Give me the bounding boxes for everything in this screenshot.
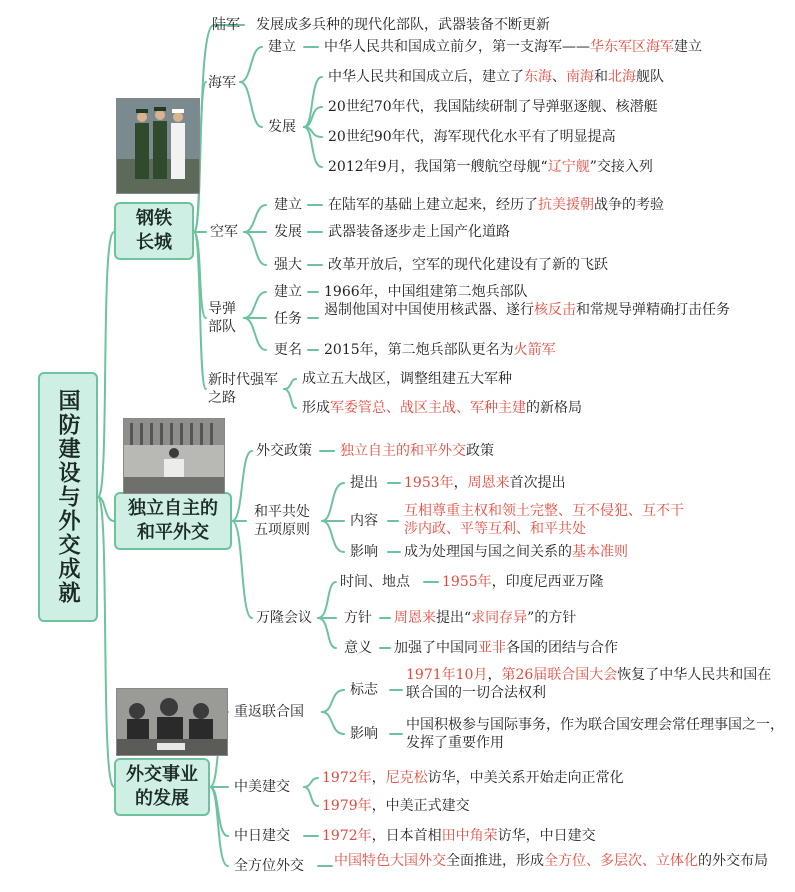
category-title-steel-wall: 钢铁长城 [136, 208, 172, 253]
missile-task-label: 任务 [274, 311, 302, 327]
root-topic-box [38, 372, 98, 622]
node-return-un: 重返联合国 [234, 704, 304, 720]
category-title-peaceful-diplomacy: 独立自主的和平外交 [128, 498, 218, 543]
bandung-policy-label: 方针 [344, 610, 372, 626]
five-content-text: 互相尊重主权和领土完整、互不侵犯、互不干涉内政、平等互利、和平共处 [404, 503, 684, 537]
foreign-policy-text: 独立自主的和平外交政策 [340, 443, 494, 459]
node-new-era: 新时代强军之路 [208, 372, 278, 406]
sino-japan-text: 1972年，日本首相田中角荣访华，中日建交 [322, 828, 596, 844]
missile-establish-label: 建立 [274, 284, 302, 300]
category-box-steel-wall [114, 202, 194, 260]
air-establish-label: 建立 [274, 197, 302, 213]
un-symbol-label: 标志 [350, 682, 378, 698]
node-airforce: 空军 [210, 224, 238, 240]
honor-guard-photo [116, 98, 200, 194]
node-sino-japan: 中日建交 [234, 828, 290, 844]
bandung-time-text: 1955年，印度尼西亚万隆 [442, 574, 604, 590]
category-box-diplomacy-development [114, 758, 210, 816]
five-propose-text: 1953年，周恩来首次提出 [404, 475, 566, 491]
air-strong-text: 改革开放后，空军的现代化建设有了新的飞跃 [328, 257, 608, 273]
root-title: 国防建设与外交成就 [55, 389, 81, 605]
air-develop-text: 武器装备逐步走上国产化道路 [328, 224, 510, 240]
army-detail: 发展成多兵种的现代化部队，武器装备不断更新 [256, 17, 550, 33]
sino-us-line-1: 1972年，尼克松访华，中美关系开始走向正常化 [322, 770, 624, 786]
un-symbol-text: 1971年10月，第26届联合国大会恢复了中华人民共和国在联合国的一切合法权利 [406, 667, 772, 701]
air-strong-label: 强大 [274, 257, 302, 273]
bandung-time-label: 时间、地点 [340, 574, 410, 590]
node-five-principles: 和平共处五项原则 [254, 504, 310, 538]
navy-develop-label: 发展 [268, 119, 296, 135]
sino-us-line-2: 1979年，中美正式建交 [322, 798, 470, 814]
missile-rename-label: 更名 [274, 342, 302, 358]
five-content-label: 内容 [350, 513, 378, 529]
air-establish-text: 在陆军的基础上建立起来，经历了抗美援朝战争的考验 [328, 197, 664, 213]
navy-establish-text: 中华人民共和国成立前夕，第一支海军——华东军区海军建立 [324, 39, 702, 55]
missile-establish-text: 1966年，中国组建第二炮兵部队 [324, 284, 528, 300]
category-title-diplomacy-development: 外交事业的发展 [126, 764, 198, 809]
five-impact-text: 成为处理国与国之间关系的基本准则 [404, 544, 628, 560]
node-navy: 海军 [208, 75, 236, 91]
node-missile: 导弹部队 [208, 301, 236, 335]
bandung-meaning-label: 意义 [344, 640, 372, 656]
un-assembly-photo [116, 688, 228, 756]
un-impact-text: 中国积极参与国际事务，作为联合国安理会常任理事国之一，发挥了重要作用 [406, 717, 784, 751]
navy-develop-fleets: 中华人民共和国成立后，建立了东海、南海和北海舰队 [328, 69, 664, 85]
missile-rename-text: 2015年，第二炮兵部队更名为火箭军 [324, 342, 556, 358]
node-foreign-policy: 外交政策 [256, 443, 312, 459]
bandung-policy-text: 周恩来提出“求同存异”的方针 [394, 610, 577, 626]
five-propose-label: 提出 [350, 475, 378, 491]
bandung-meaning-text: 加强了中国同亚非各国的团结与合作 [394, 640, 618, 656]
node-bandung: 万隆会议 [256, 610, 312, 626]
navy-develop-70s: 20世纪70年代，我国陆续研制了导弹驱逐舰、核潜艇 [328, 99, 658, 115]
node-omni-diplomacy: 全方位外交 [234, 858, 304, 874]
missile-task-text: 遏制他国对中国使用核武器、遂行核反击和常规导弹精确打击任务 [324, 302, 730, 318]
un-impact-label: 影响 [350, 726, 378, 742]
five-impact-label: 影响 [350, 544, 378, 560]
navy-establish-label: 建立 [268, 39, 296, 55]
node-army: 陆军 [212, 17, 240, 33]
conference-speech-photo [123, 418, 225, 494]
new-era-line-1: 成立五大战区，调整组建五大军种 [302, 371, 512, 387]
omni-diplomacy-text: 中国特色大国外交全面推进，形成全方位、多层次、立体化的外交布局 [334, 853, 768, 869]
category-box-peaceful-diplomacy [114, 492, 232, 550]
navy-develop-90s: 20世纪90年代，海军现代化水平有了明显提高 [328, 129, 616, 145]
node-sino-us: 中美建交 [234, 779, 290, 795]
air-develop-label: 发展 [274, 224, 302, 240]
navy-develop-carrier: 2012年9月，我国第一艘航空母舰“辽宁舰”交接入列 [328, 159, 653, 175]
new-era-line-2: 形成军委管总、战区主战、军种主建的新格局 [302, 400, 582, 416]
